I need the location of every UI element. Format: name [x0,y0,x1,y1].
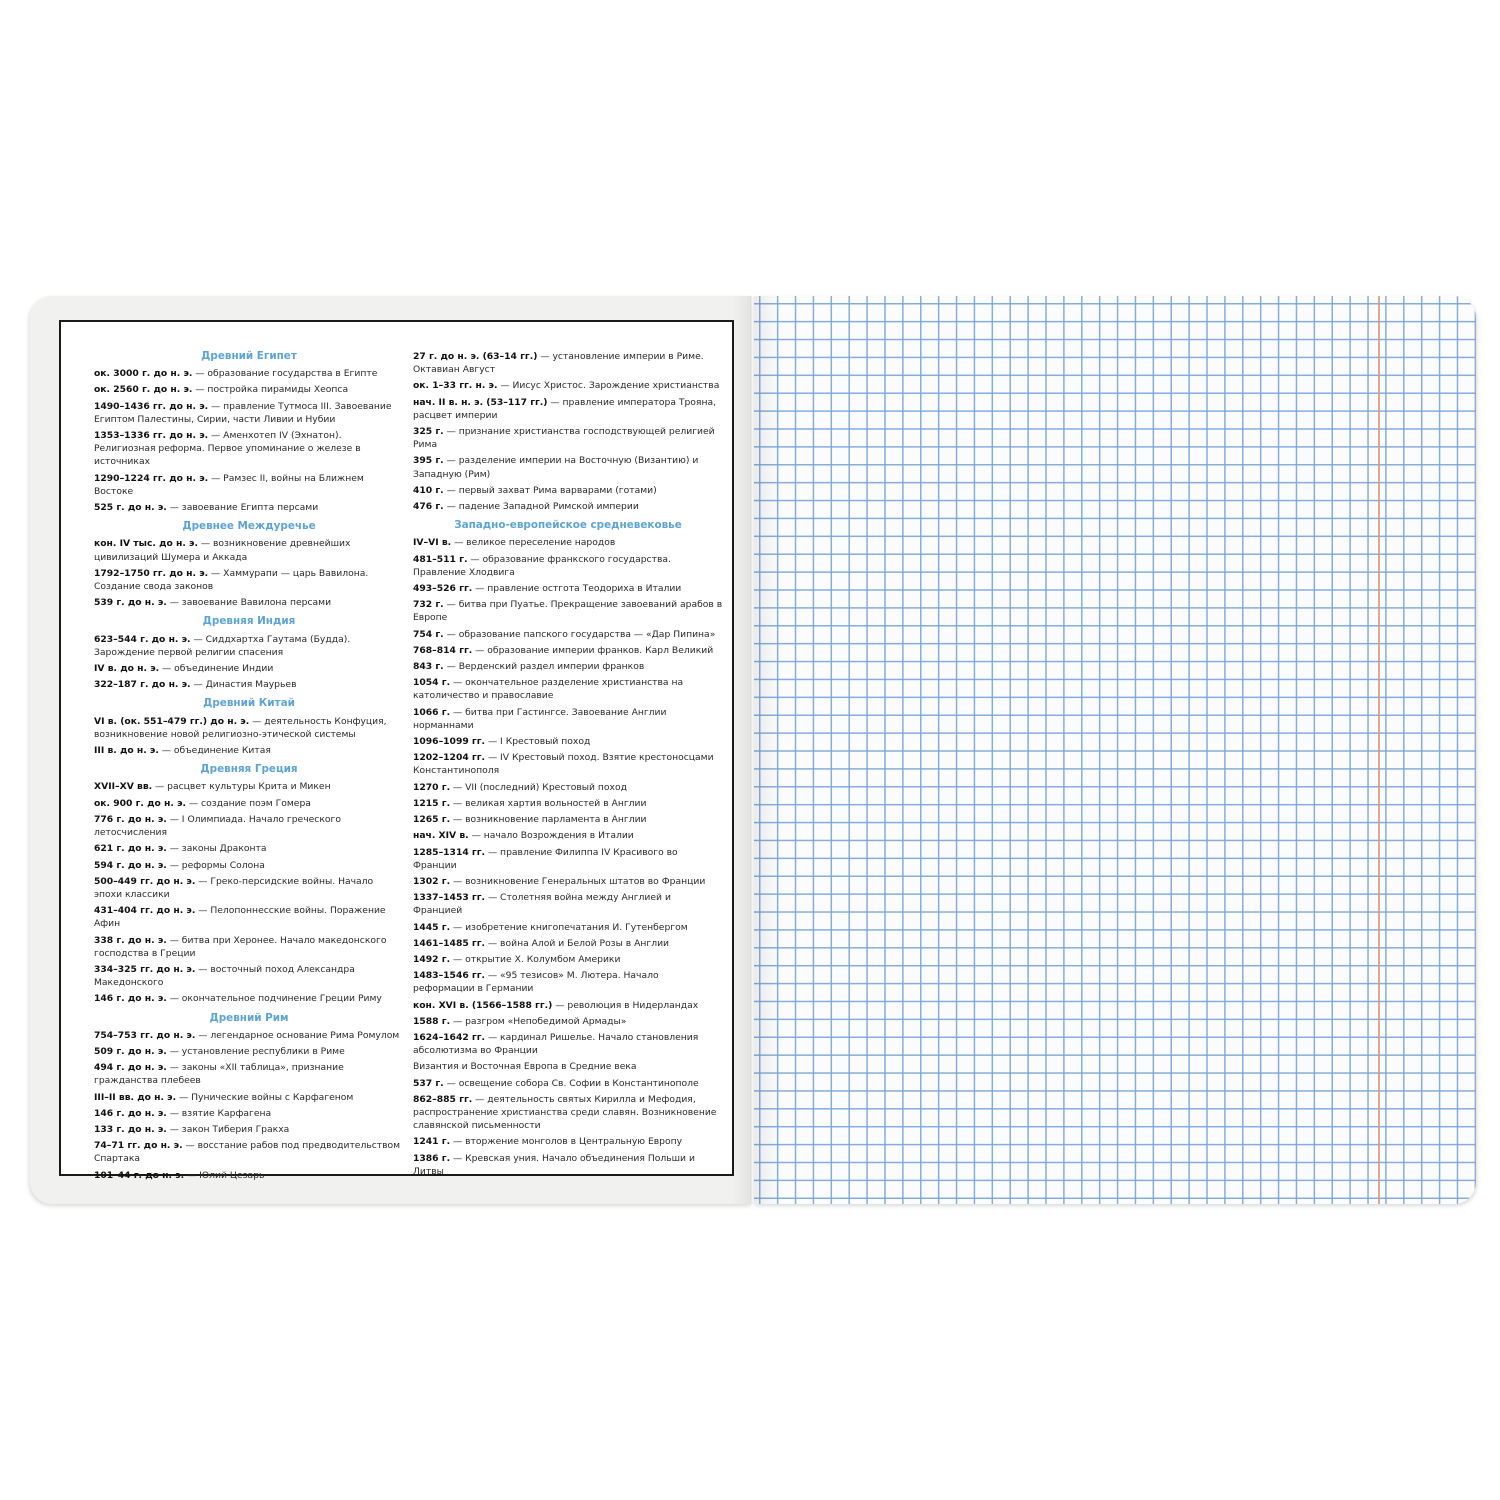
entry-date: ок. 2560 г. до н. э. [94,384,193,396]
timeline-entry [413,536,723,549]
entry-text: — изобретение книгопечатания И. Гутенбергом [450,921,688,933]
entry-date: 1290–1224 гг. до н. э. [94,472,209,484]
history-dates-reference-panel [59,320,734,1181]
entry-date: кон. XVI в. (1566–1588 гг.) [413,999,553,1011]
graph-paper-page [754,296,1476,1204]
entry-text: — расцвет культуры Крита и Микен [152,781,331,793]
entry-date: 476 г. [413,501,444,513]
entry-date: 1353–1336 гг. до н. э. [94,430,209,442]
entry-text: — деятельность святых Кирилла и Мефодия, распространение христианства среди славян. Возникновение славянской письменности [413,1093,717,1132]
timeline-entry [413,846,723,872]
timeline-entry [413,1015,723,1028]
entry-date: ок. 900 г. до н. э. [94,797,187,809]
entry-text: — падение Западной Римской империи [443,501,639,513]
timeline-entry [94,963,404,989]
entry-date: 1265 г. [413,814,451,826]
entry-text: — образование папского государства — «Дар Пипина» [443,628,716,640]
timeline-entry [413,644,723,657]
entry-date: 1461–1485 гг. [413,937,486,949]
entry-date: 1492 г. [413,953,451,965]
entry-text: — Греко-персидские войны. Начало эпохи классики [94,875,374,900]
entry-text: Византия и Восточная Европа в Средние века [413,1061,637,1073]
entry-date: 146 г. до н. э. [94,993,167,1005]
timeline-entry [413,676,723,702]
entry-text: — постройка пирамиды Хеопса [192,384,349,396]
entry-text: — VII (последний) Крестовый поход [450,781,627,793]
reference-column-left [94,350,404,1185]
timeline-entry [94,567,404,593]
entry-date: 1215 г. [413,797,451,809]
timeline-entry [94,744,404,757]
entry-date: 431–404 гг. до н. э. [94,905,196,917]
entry-date: 1386 г. [413,1152,451,1164]
entry-date: 623–544 г. до н. э. [94,633,191,645]
timeline-entry [94,662,404,675]
entry-date: 74–71 гг. до н. э. [94,1140,183,1152]
entry-date: 1285–1314 гг. [413,846,486,858]
entry-date: 322–187 г. до н. э. [94,679,191,691]
entry-date: 1302 г. [413,875,451,887]
timeline-entry [94,1169,404,1182]
entry-date: 594 г. до н. э. [94,859,167,871]
timeline-entry [94,813,404,839]
entry-date: 1445 г. [413,921,451,933]
entry-text: — IV Крестовый поход. Взятие крестоносцами Константинополя [413,752,714,777]
timeline-entry [94,367,404,380]
timeline-entry [413,500,723,513]
entry-text: — правление Тутмоса III. Завоевание Египтом Палестины, Сирии, части Ливии и Нубии [94,400,392,425]
entry-date: 493–526 гг. [413,583,473,595]
entry-text: — возникновение древнейших цивилизаций Шумера и Аккада [94,538,351,563]
timeline-entry [94,400,404,426]
timeline-entry [94,501,404,514]
entry-text: — легендарное основание Рима Ромулом [195,1029,400,1041]
entry-text: — Верденский раздел империи франков [443,661,645,673]
timeline-entry [413,379,723,392]
entry-date: 537 г. [413,1077,444,1089]
entry-text: — Иисус Христос. Зарождение христианства [497,380,720,392]
entry-date: 621 г. до н. э. [94,843,167,855]
entry-text: — образование франкского государства. Правление Хлодвига [413,553,671,578]
entry-date: 146 г. до н. э. [94,1107,167,1119]
timeline-entry [94,842,404,855]
entry-date: нач. XIV в. [413,830,469,842]
timeline-entry [94,1029,404,1042]
entry-date: 133 г. до н. э. [94,1123,167,1135]
entry-date: 494 г. до н. э. [94,1062,167,1074]
entry-text: — Династия Маурьев [190,679,297,691]
entry-date: III в. до н. э. [94,745,159,757]
entry-text: — «95 тезисов» М. Лютера. Начало реформации в Германии [413,970,659,995]
entry-text: — установление республики в Риме [166,1045,345,1057]
entry-text: — завоевание Египта персами [166,502,319,514]
timeline-entry [94,904,404,930]
entry-date: XVII–XV вв. [94,781,153,793]
entry-text: — объединение Индии [159,663,274,675]
entry-text: — восточный поход Александра Македонского [94,963,355,989]
entry-text: — возникновение парламента в Англии [450,814,647,826]
section-title: Древний Китай [203,697,295,710]
timeline-entry [413,553,723,579]
entry-date: 754–753 гг. до н. э. [94,1029,196,1041]
entry-text: — завоевание Вавилона персами [166,597,332,609]
timeline-entry [413,875,723,888]
entry-text: — битва при Херонее. Начало македонского господства в Греции [94,934,387,959]
timeline-entry [413,735,723,748]
entry-date: 1054 г. [413,677,451,689]
entry-date: IV в. до н. э. [94,663,160,675]
entry-text: — I Олимпиада. Начало греческого летосчисления [94,813,341,839]
timeline-entry [94,429,404,469]
section-title: Древняя Греция [200,763,298,776]
entry-date: 1624–1642 гг. [413,1031,486,1043]
entry-text: — великая хартия вольностей в Англии [450,797,647,809]
timeline-entry [413,999,723,1012]
entry-date: 481–511 г. [413,553,468,565]
entry-date: VI в. (ок. 551–479 гг.) до н. э. [94,715,250,727]
page-margin-line [1378,296,1380,1204]
timeline-entry [413,425,723,451]
entry-date: 1202–1204 гг. [413,752,486,764]
entry-date: 1270 г. [413,781,451,793]
timeline-entry [413,628,723,641]
timeline-entry [94,992,404,1005]
entry-text: — война Алой и Белой Розы в Англии [485,937,670,949]
timeline-entry [413,1077,723,1090]
entry-text: — битва при Пуатье. Прекращение завоеваний арабов в Европе [413,599,723,624]
entry-text: — разделение империи на Восточную (Византию) и Западную (Рим) [413,455,699,480]
entry-date: 843 г. [413,661,444,673]
entry-date: 338 г. до н. э. [94,934,167,946]
timeline-entry [413,454,723,480]
entry-text: — великое переселение народов [451,537,616,549]
entry-text: — первый захват Рима варварами (готами) [443,484,657,496]
entry-text: — восстание рабов под предводительством Спартака [94,1140,401,1165]
timeline-entry [413,829,723,842]
timeline-entry [413,937,723,950]
timeline-entry [94,797,404,810]
timeline-entry [94,1061,404,1087]
timeline-entry [413,781,723,794]
entry-date: 732 г. [413,599,444,611]
entry-date: 539 г. до н. э. [94,597,167,609]
entry-text: — Сиддхартха Гаутама (Будда). Зарождение первой религии спасения [94,633,351,658]
timeline-entry [413,1031,723,1057]
timeline-entry [413,797,723,810]
open-notebook [30,296,1476,1204]
entry-date: 1066 г. [413,706,451,718]
entry-text: — освещение собора Св. Софии в Константинополе [443,1077,699,1089]
entry-date: нач. II в. н. э. (53–117 гг.) [413,396,548,408]
reference-column-right [413,350,723,1181]
entry-text: — разгром «Непобедимой Армады» [450,1015,627,1027]
entry-date: 1490–1436 гг. до н. э. [94,400,209,412]
timeline-entry [94,383,404,396]
entry-text: — взятие Карфагена [166,1107,272,1119]
timeline-entry [413,953,723,966]
entry-text: — законы «XII таблица», признание гражданства плебеев [94,1062,344,1087]
section-title: Древнее Междуречье [182,520,316,533]
entry-text: — революция в Нидерландах [552,999,699,1011]
timeline-entry [94,1107,404,1120]
entry-date: IV–VI в. [413,537,452,549]
entry-text: — Пунические войны с Карфагеном [176,1091,354,1103]
timeline-entry [413,751,723,777]
timeline-entry [94,633,404,659]
entry-text: — I Крестовый поход [485,736,591,748]
entry-text: — закон Тиберия Гракха [166,1123,290,1135]
entry-date: 768–814 гг. [413,644,473,656]
entry-text: — правление императора Трояна, расцвет империи [413,396,717,421]
entry-date: 1792–1750 гг. до н. э. [94,567,209,579]
entry-text: — законы Драконта [166,843,267,855]
timeline-entry [94,678,404,691]
entry-date: 325 г. [413,426,444,438]
timeline-entry [413,598,723,624]
timeline-entry [413,813,723,826]
entry-text: — образование государства в Египте [192,368,378,380]
entry-text: — создание поэм Гомера [186,797,311,809]
timeline-entry [94,875,404,901]
entry-date: 27 г. до н. э. (63–14 гг.) [413,351,538,362]
entry-text: — кардинал Ришелье. Начало становления абсолютизма во Франции [413,1031,699,1057]
entry-date: 525 г. до н. э. [94,502,167,514]
timeline-entry [94,537,404,563]
timeline-entry [94,859,404,872]
timeline-entry [94,472,404,498]
left-page-cover-inside [30,296,752,1204]
entry-date: 754 г. [413,628,444,640]
entry-text: — признание христианства господствующей религией Рима [413,426,715,451]
timeline-entry [94,934,404,960]
entry-text: — вторжение монголов в Центральную Европу [450,1136,683,1148]
entry-date: 509 г. до н. э. [94,1045,167,1057]
entry-text: — Аменхотеп IV (Эхнатон). Религиозная реформа. Первое упоминание о железе в источниках [94,430,361,468]
entry-text: — окончательное подчинение Греции Риму [166,993,382,1005]
entry-date: 334–325 гг. до н. э. [94,963,196,975]
timeline-entry [94,1123,404,1136]
timeline-entry [94,780,404,793]
entry-text: — объединение Китая [158,745,271,757]
section-title: Древняя Индия [202,615,296,628]
entry-text: — Юлий Цезарь [184,1169,265,1181]
entry-date: 1337–1453 гг. [413,892,486,904]
timeline-entry [413,1135,723,1148]
timeline-entry [413,1060,723,1073]
section-title: Древний Египет [201,350,297,362]
entry-text: — правление Филиппа IV Красивого во Франции [413,846,678,871]
entry-text: — деятельность Конфуция, возникновение новой религиозно-этической системы [94,715,387,740]
entry-date: ок. 1–33 гг. н. э. [413,380,498,392]
timeline-entry [413,891,723,917]
timeline-entry [413,350,723,376]
entry-text: — правление остгота Теодориха в Италии [472,583,682,595]
timeline-entry [94,1091,404,1104]
timeline-entry [413,396,723,422]
entry-date: 862–885 гг. [413,1093,473,1105]
entry-text: — установление империи в Риме. Октавиан Август [413,351,704,376]
entry-date: 410 г. [413,484,444,496]
entry-text: — начало Возрождения в Италии [468,830,634,842]
entry-text: — образование империи франков. Карл Великий [472,644,714,656]
entry-text: — Столетняя война между Англией и Францией [413,892,671,917]
entry-text: — окончательное разделение христианства на католичество и православие [413,677,684,702]
section-title: Древний Рим [209,1011,289,1024]
entry-date: III–II вв. до н. э. [94,1091,177,1103]
timeline-entry [413,582,723,595]
timeline-entry [413,921,723,934]
timeline-entry [413,1152,723,1178]
entry-text: — возникновение Генеральных штатов во Франции [450,875,706,887]
entry-text: — Хаммурапи — царь Вавилона. Создание свода законов [94,567,369,593]
timeline-entry [94,715,404,741]
entry-date: 776 г. до н. э. [94,813,167,825]
entry-text: — Пелопоннесские войны. Поражение Афин [94,905,386,930]
entry-date: 1241 г. [413,1136,451,1148]
entry-date: 1483–1546 гг. [413,970,486,982]
entry-text: — битва при Гастингсе. Завоевание Англии норманнами [413,706,667,731]
entry-date: кон. IV тыс. до н. э. [94,538,198,550]
timeline-entry [94,1139,404,1165]
timeline-entry [413,969,723,995]
timeline-entry [94,596,404,609]
timeline-entry [94,1045,404,1058]
entry-date: 500–449 гг. до н. э. [94,875,196,887]
timeline-entry [413,706,723,732]
entry-date: 1588 г. [413,1015,451,1027]
entry-text: — Кревская уния. Начало объединения Польши и Литвы [413,1152,695,1177]
entry-date: 101–44 г. до н. э. [94,1169,185,1181]
timeline-entry [413,1093,723,1133]
entry-text: — Рамзес II, войны на Ближнем Востоке [94,472,364,497]
section-title: Западно-европейское средневековье [454,519,682,532]
entry-date: 395 г. [413,455,444,467]
timeline-entry [413,484,723,497]
entry-text: — реформы Солона [166,859,265,871]
entry-date: ок. 3000 г. до н. э. [94,368,193,380]
entry-text: — открытие Х. Колумбом Америки [450,953,621,965]
timeline-entry [413,660,723,673]
entry-date: 1096–1099 гг. [413,736,486,748]
